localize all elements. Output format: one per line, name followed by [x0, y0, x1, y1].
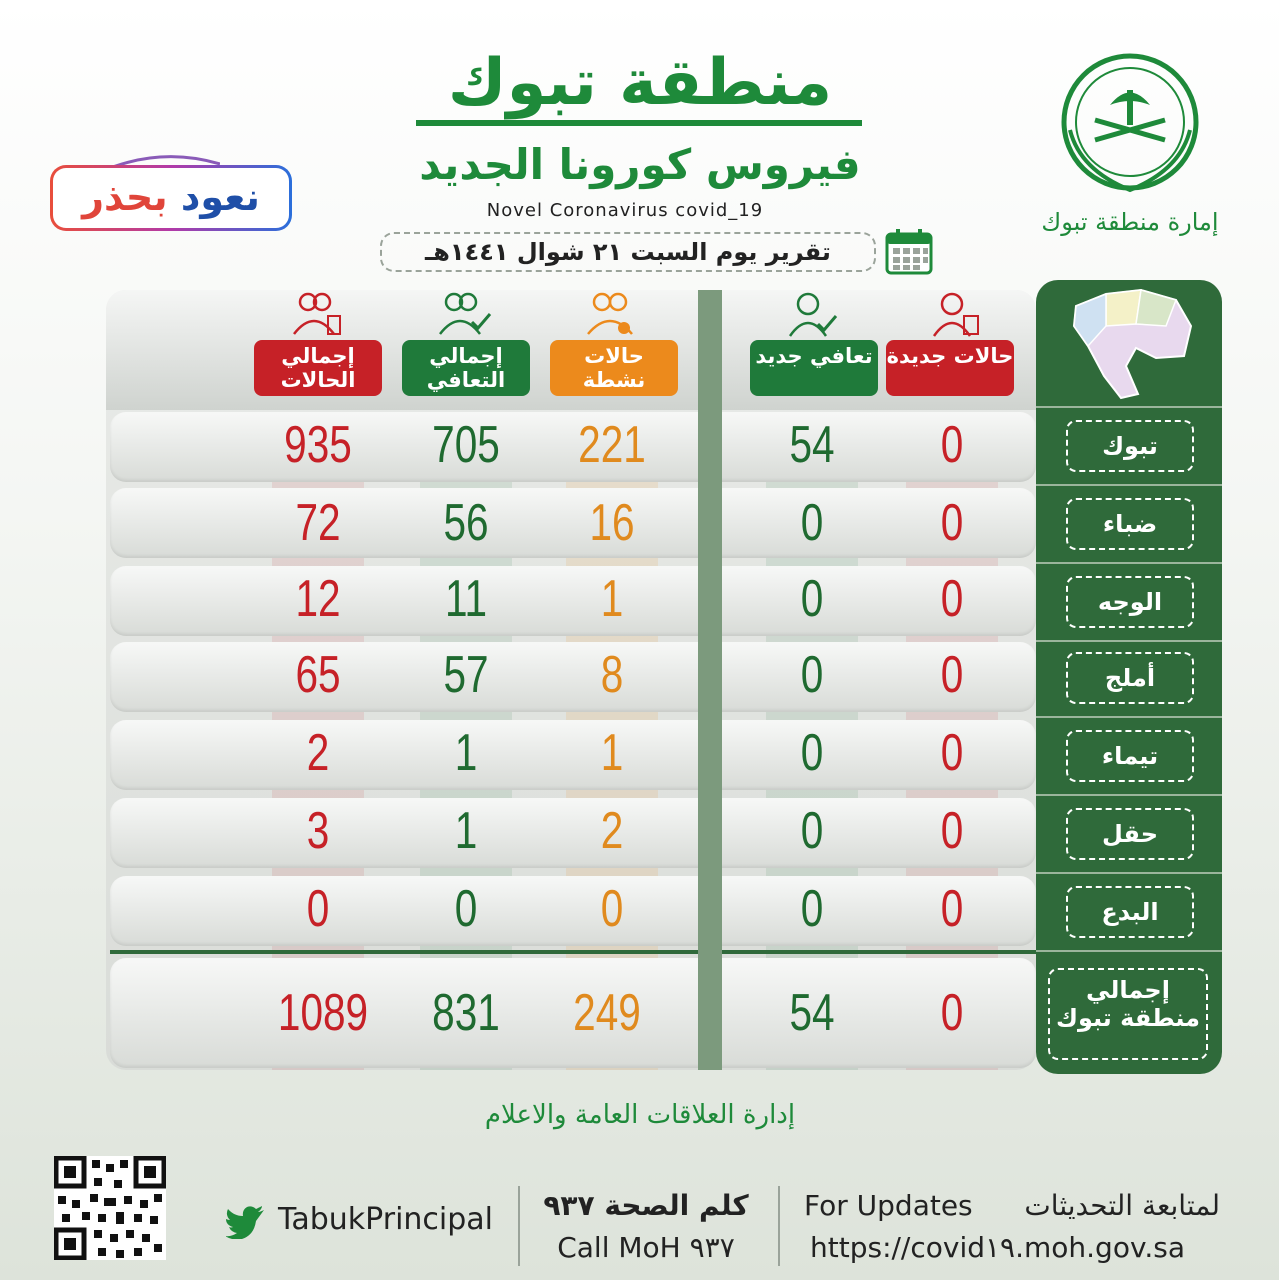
cell-total-cases: 65 [295, 646, 341, 704]
updates-label-arabic: لمتابعة التحديثات [1024, 1189, 1220, 1222]
city-haql: حقل [1066, 808, 1194, 860]
footer-divider [518, 1186, 520, 1266]
twitter-handle[interactable]: TabukPrincipal [278, 1202, 494, 1237]
cell-total-cases: 2 [306, 724, 330, 782]
cell-total-recovered: 1 [454, 724, 478, 782]
cell-total-recovered: 0 [454, 880, 478, 938]
cell-total-cases: 12 [295, 570, 341, 628]
total-recovered: 831 [432, 984, 500, 1042]
cell-total-recovered: 705 [432, 416, 500, 474]
person-clipboard-icon [928, 290, 984, 340]
page-subtitle-english: Novel Coronavirus covid_19 [486, 200, 764, 221]
city-separator [1036, 406, 1222, 408]
people-check-icon [436, 290, 492, 340]
city-tabuk: تبوك [1066, 420, 1194, 472]
cell-new-recovered: 54 [789, 416, 835, 474]
city-separator [1036, 716, 1222, 718]
page-subtitle: فيروس كورونا الجديد [419, 140, 861, 189]
emirate-emblem-icon [1050, 50, 1210, 200]
cell-active: 16 [589, 494, 635, 552]
cell-new-cases: 0 [940, 570, 964, 628]
city-tayma: تيماء [1066, 730, 1194, 782]
cell-new-recovered: 0 [800, 802, 824, 860]
total-cases: 1089 [277, 984, 369, 1042]
cell-total-cases: 0 [306, 880, 330, 938]
slogan-logo [50, 165, 292, 231]
cell-new-cases: 0 [940, 494, 964, 552]
call-number-english: Call MoH ٩٣٧ [557, 1231, 735, 1264]
cell-total-cases: 72 [295, 494, 341, 552]
city-duba: ضباء [1066, 498, 1194, 550]
calendar-icon [884, 228, 934, 276]
cell-active: 0 [600, 880, 624, 938]
header-new-recovered: تعافي جديد [750, 340, 878, 396]
cell-total-recovered: 11 [444, 570, 488, 628]
city-separator [1036, 950, 1222, 952]
city-separator [1036, 640, 1222, 642]
cell-new-cases: 0 [940, 724, 964, 782]
total-new-recovered: 54 [789, 984, 835, 1042]
footer-divider [778, 1186, 780, 1266]
updates-url[interactable]: https://covid١٩.moh.gov.sa [810, 1231, 1185, 1264]
cell-active: 2 [600, 802, 624, 860]
page-title: منطقة تبوك [447, 46, 833, 120]
slogan-text [53, 168, 289, 228]
cell-total-cases: 3 [306, 802, 330, 860]
city-separator [1036, 794, 1222, 796]
person-check-icon [784, 290, 840, 340]
city-region-total: إجمالي منطقة تبوك [1048, 968, 1208, 1060]
people-clipboard-icon [290, 290, 346, 340]
cell-new-cases: 0 [940, 416, 964, 474]
updates-label-english: For Updates [804, 1189, 973, 1222]
people-virus-icon [584, 290, 640, 340]
cell-new-recovered: 0 [800, 880, 824, 938]
qr-code-icon[interactable] [54, 1156, 166, 1260]
city-alwajh: الوجه [1066, 576, 1194, 628]
cell-active: 1 [600, 724, 624, 782]
city-umluj: أملج [1066, 652, 1194, 704]
slogan-part-1: نعود [180, 175, 260, 219]
total-new-cases: 0 [940, 984, 964, 1042]
header-total-recovered: إجمالي التعافي [402, 340, 530, 396]
cell-new-recovered: 0 [800, 646, 824, 704]
city-separator [1036, 562, 1222, 564]
header-total-cases: إجمالي الحالات [254, 340, 382, 396]
twitter-icon[interactable] [226, 1205, 266, 1239]
cell-total-cases: 935 [284, 416, 352, 474]
cell-new-cases: 0 [940, 646, 964, 704]
title-underline [416, 120, 862, 126]
header-new-cases: حالات جديدة [886, 340, 1014, 396]
region-map-icon [1066, 286, 1196, 401]
total-separator [110, 950, 1036, 954]
total-active: 249 [573, 984, 641, 1042]
slogan-part-2: بحذر [82, 175, 168, 219]
updates-label [800, 1186, 1220, 1226]
cell-new-recovered: 0 [800, 724, 824, 782]
cell-new-recovered: 0 [800, 570, 824, 628]
city-separator [1036, 484, 1222, 486]
cell-new-cases: 0 [940, 802, 964, 860]
column-divider [698, 290, 722, 1070]
cell-active: 221 [578, 416, 646, 474]
department-name: إدارة العلاقات العامة والاعلام [484, 1100, 796, 1130]
cell-active: 8 [600, 646, 624, 704]
cell-total-recovered: 57 [443, 646, 489, 704]
header-active-cases: حالات نشطة [550, 340, 678, 396]
cell-new-cases: 0 [940, 880, 964, 938]
report-date: تقرير يوم السبت ٢١ شوال ١٤٤١هـ [380, 232, 876, 272]
cell-total-recovered: 1 [454, 802, 478, 860]
cell-active: 1 [600, 570, 624, 628]
cell-new-recovered: 0 [800, 494, 824, 552]
call-number-arabic: كلم الصحة ٩٣٧ [543, 1189, 749, 1222]
cell-total-recovered: 56 [443, 494, 489, 552]
emblem-caption: إمارة منطقة تبوك [1041, 208, 1219, 236]
city-separator [1036, 872, 1222, 874]
city-albada: البدع [1066, 886, 1194, 938]
